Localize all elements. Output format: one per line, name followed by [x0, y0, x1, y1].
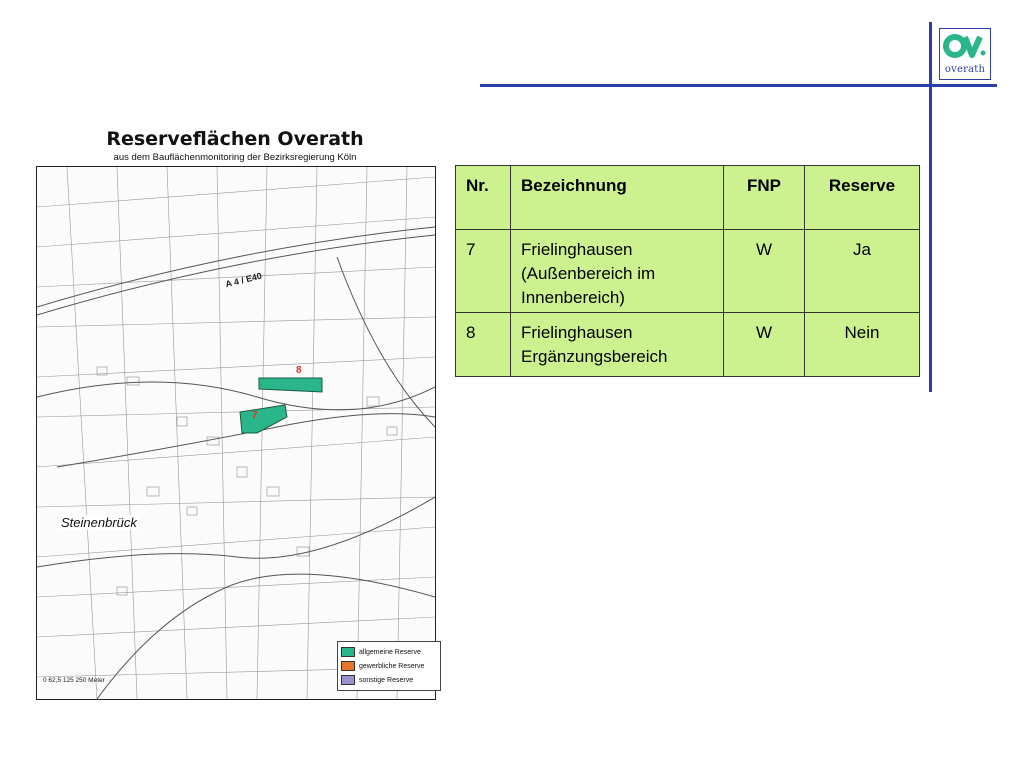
zone-7-number: 7: [252, 410, 258, 421]
cell-reserve: Nein: [805, 313, 920, 377]
legend-row: [341, 659, 437, 673]
overath-logo-mark: [942, 31, 986, 63]
reserve-table: [455, 165, 920, 377]
header-fnp: FNP: [724, 166, 805, 230]
cell-bezeichnung: Frielinghausen Ergänzungsbereich: [511, 313, 724, 377]
header-bezeichnung: Bezeichnung: [511, 166, 724, 230]
legend-row: [341, 673, 437, 687]
table-row: [456, 313, 920, 377]
cell-nr: 7: [456, 230, 511, 313]
overath-logo: [939, 28, 991, 80]
cell-fnp: W: [724, 313, 805, 377]
legend-swatch: [341, 661, 355, 671]
legend-swatch: [341, 647, 355, 657]
legend-label: gewerbliche Reserve: [359, 662, 425, 670]
zone-8-number: 8: [296, 365, 302, 376]
road-label: A 4 / E40: [224, 270, 263, 290]
map-drawing: [37, 167, 435, 699]
cell-fnp: W: [724, 230, 805, 313]
table-row: [456, 230, 920, 313]
header-nr: Nr.: [456, 166, 511, 230]
logo-wordmark: overath: [944, 64, 986, 75]
map-scale: 0 62,5 125 250 Meter: [43, 677, 105, 684]
map-subtitle: aus dem Bauflächenmonitoring der Bezirksregierung Köln: [113, 152, 357, 163]
header-reserve: Reserve: [805, 166, 920, 230]
accent-vertical-line: [929, 22, 932, 392]
map-title: Reserveflächen Overath: [106, 128, 364, 150]
cell-reserve: Ja: [805, 230, 920, 313]
map-legend: [337, 641, 441, 691]
accent-horizontal-line: [480, 84, 997, 87]
place-label-steinenbrueck: Steinenbrück: [61, 515, 137, 530]
cell-bezeichnung: Frielinghausen (Außenbereich im Innenbereich): [511, 230, 724, 313]
legend-row: [341, 645, 437, 659]
table-header-row: [456, 166, 920, 230]
cell-nr: 8: [456, 313, 511, 377]
legend-swatch: [341, 675, 355, 685]
legend-label: sonstige Reserve: [359, 676, 414, 684]
legend-label: allgemeine Reserve: [359, 648, 421, 656]
reserve-area-map: [36, 166, 436, 700]
